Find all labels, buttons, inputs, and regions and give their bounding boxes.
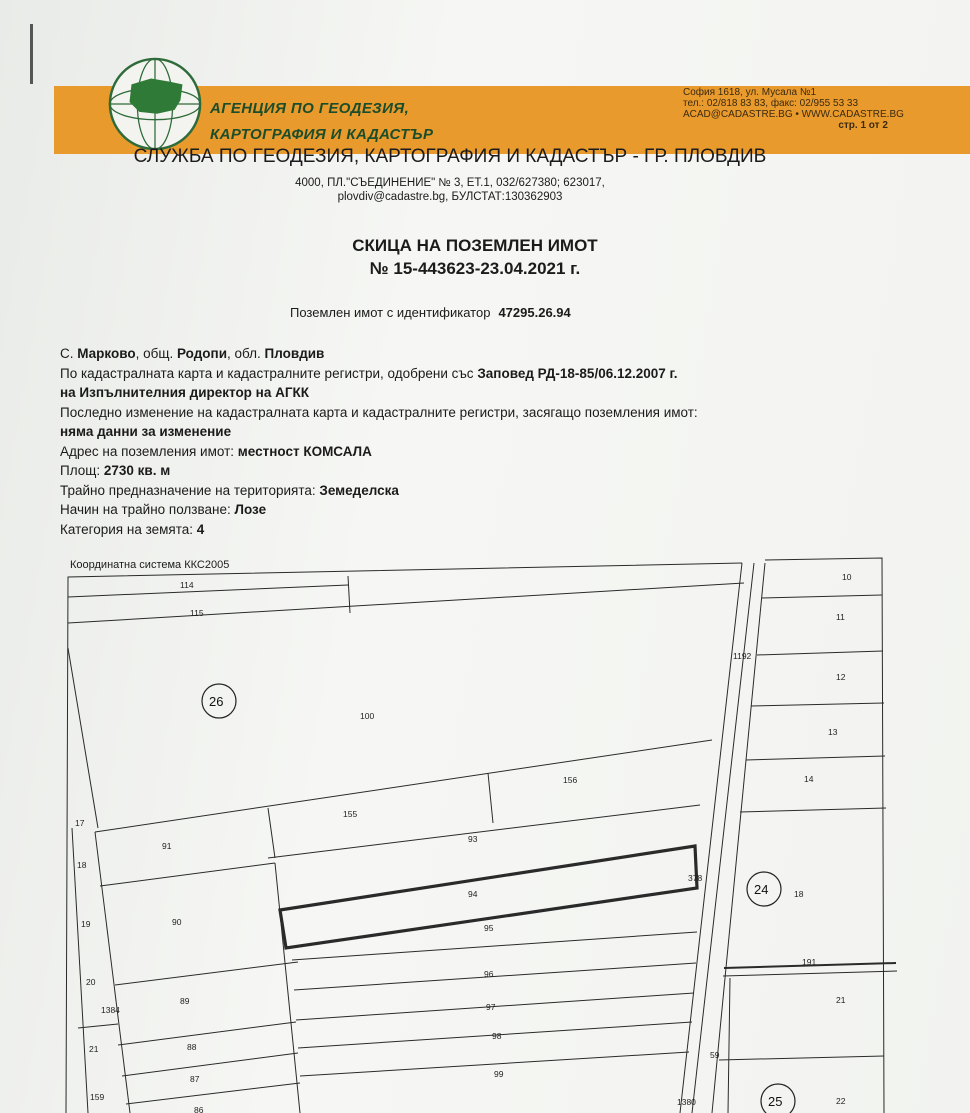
parcel-line-88 [118, 1022, 296, 1045]
parcel-label: 87 [190, 1074, 200, 1084]
parcel-label: 93 [468, 834, 478, 844]
parcel-line-90-left [72, 828, 88, 1113]
parcel-line-90-right [275, 863, 300, 1113]
parcel-label: 10 [842, 572, 852, 582]
area-label: Площ: [60, 463, 101, 478]
document-title-line1: СКИЦА НА ПОЗЕМЛЕН ИМОТ [352, 236, 598, 255]
parcel-label: 89 [180, 996, 190, 1006]
agency-name-line1: АГЕНЦИЯ ПО ГЕОДЕЗИЯ, [210, 100, 410, 117]
parcel-label: 159 [90, 1092, 105, 1102]
parcel-label: 1384 [101, 1005, 120, 1015]
parcel-label: 21 [89, 1044, 99, 1054]
parcel-line-97 [294, 963, 696, 990]
parcel-label: 98 [492, 1031, 502, 1041]
area-value: 2730 кв. м [103, 463, 171, 478]
parcel-label-subject: 94 [468, 889, 478, 899]
document-number: № 15-443623-23.04.2021 г. [369, 259, 581, 278]
parcel-label: 97 [486, 1002, 496, 1012]
right-block-edge [765, 558, 884, 1113]
category-value: 4 [196, 521, 205, 537]
parcel-label: 114 [180, 580, 194, 590]
sketch-frame [66, 563, 742, 1113]
road-edge-right [712, 563, 765, 1113]
identifier-label: Поземлен имот с идентификатор [290, 305, 491, 320]
parcel-label: 20 [86, 977, 96, 987]
service-address-line1: 4000, ПЛ."СЪЕДИНЕНИЕ" № 3, ЕТ.1, 032/627380; 623017, [295, 177, 605, 189]
road-edge-left-2 [692, 563, 754, 1113]
parcel-label: 156 [563, 775, 578, 785]
right-parcel-line-11 [757, 651, 883, 655]
parcel-line-96 [292, 932, 697, 960]
parcel-line-115-right [348, 576, 350, 613]
parcel-label: 86 [194, 1105, 204, 1113]
identifier-value: 47295.26.94 [498, 305, 571, 320]
parcel-label: 13 [828, 727, 838, 737]
parcel-line-21-left [78, 1024, 118, 1028]
agency-name-line2: КАРТОГРАФИЯ И КАДАСТЪР [210, 126, 434, 143]
circle-label-26: 26 [209, 694, 224, 709]
parcel-label: 11 [836, 612, 845, 622]
parcel-line-91-left [95, 832, 130, 1113]
parcel-label: 378 [688, 873, 703, 883]
last-change-value: няма данни за изменение [60, 424, 232, 439]
right-parcel-line-14 [740, 808, 886, 812]
parcel-label: 19 [81, 919, 91, 929]
parcel-labels [75, 572, 852, 1113]
usage-label: Начин на трайно ползване: [60, 502, 231, 517]
order-value: Заповед РД-18-85/06.12.2007 г. [477, 365, 678, 381]
parcel-label: 191 [802, 957, 817, 967]
parcel-label: 95 [484, 923, 494, 933]
parcel-line-155-left [268, 808, 275, 858]
parcel-line-100 [95, 740, 712, 832]
parcel-line-114 [68, 585, 348, 597]
parcel-label: 18 [77, 860, 87, 870]
parcel-label: 1380 [677, 1097, 696, 1107]
page-number: стр. 1 от 2 [838, 120, 888, 131]
parcel-line-87-bottom [126, 1083, 300, 1104]
right-parcel-line-22 [719, 1056, 884, 1060]
contact-web: ACAD@CADASTRE.BG • WWW.CADASTRE.BG [683, 109, 904, 120]
parcel-label: 17 [75, 818, 85, 828]
order-by-value: на Изпълнителния директор на АГКК [60, 385, 309, 400]
contact-address: София 1618, ул. Мусала №1 [683, 87, 817, 98]
parcel-label: 115 [190, 608, 204, 618]
parcel-line-156-left [488, 773, 493, 823]
parcel-label: 96 [484, 969, 494, 979]
parcel-label: 22 [836, 1096, 846, 1106]
parcel-label: 155 [343, 809, 358, 819]
service-title: СЛУЖБА ПО ГЕОДЕЗИЯ, КАРТОГРАФИЯ И КАДАСТЪР - ГР. ПЛОВДИВ [133, 146, 767, 167]
parcel-label: 12 [836, 672, 846, 682]
circle-markers [202, 684, 795, 1113]
last-change-label: Последно изменение на кадастралната карта и кадастралните регистри, засягащо поземления имот: [60, 404, 698, 420]
parcel-line-115 [68, 583, 744, 623]
category-label: Категория на земята: [60, 521, 194, 537]
contact-phone: тел.: 02/818 83 83, факс: 02/955 53 33 [683, 98, 859, 109]
village-prefix: С. [60, 346, 74, 361]
parcel-label: 99 [494, 1069, 504, 1079]
parcel-label: 18 [794, 889, 804, 899]
right-parcel-line-12 [751, 703, 884, 706]
coordinate-system: Координатна система ККС2005 [70, 559, 230, 571]
parcel-line-91 [100, 863, 275, 886]
parcel-line-89 [115, 962, 298, 985]
road-edge-left-1 [680, 563, 742, 1113]
parcel-label: 90 [172, 917, 182, 927]
right-parcel-line-191 [723, 971, 897, 976]
circle-label-24: 24 [754, 882, 769, 897]
purpose-value: Земеделска [319, 482, 399, 498]
parcel-label: 1192 [733, 651, 752, 661]
purpose-label: Трайно предназначение на територията: [60, 482, 316, 498]
region-value: Пловдив [264, 346, 325, 361]
circle-label-25: 25 [768, 1094, 783, 1109]
map-approval-text: По кадастралната карта и кадастралните регистри, одобрени със [60, 365, 474, 381]
right-parcel-line-13 [746, 756, 885, 760]
right-parcel-line-10 [762, 595, 882, 598]
parcel-label: 91 [162, 841, 172, 851]
service-address-line2: plovdiv@cadastre.bg, БУЛСТАТ:130362903 [337, 191, 563, 203]
right-parcel-line-21 [728, 978, 730, 1113]
parcel-line-87 [122, 1053, 298, 1076]
parcel-line-100-left [68, 648, 98, 828]
parcel-label: 21 [836, 995, 846, 1005]
address-value: местност КОМСАЛА [237, 443, 372, 459]
parcel-label: 14 [804, 774, 814, 784]
address-label: Адрес на поземления имот: [60, 443, 235, 459]
parcel-label: 88 [187, 1042, 197, 1052]
parcel-line-155 [268, 805, 700, 858]
usage-value: Лозе [234, 502, 267, 517]
village-value: Марково [77, 346, 136, 361]
municipality-prefix: , общ. [135, 346, 174, 361]
region-prefix: , обл. [227, 346, 261, 361]
parcel-label: 100 [360, 711, 375, 721]
parcel-label: 59 [710, 1050, 720, 1060]
municipality-value: Родопи [177, 346, 228, 361]
